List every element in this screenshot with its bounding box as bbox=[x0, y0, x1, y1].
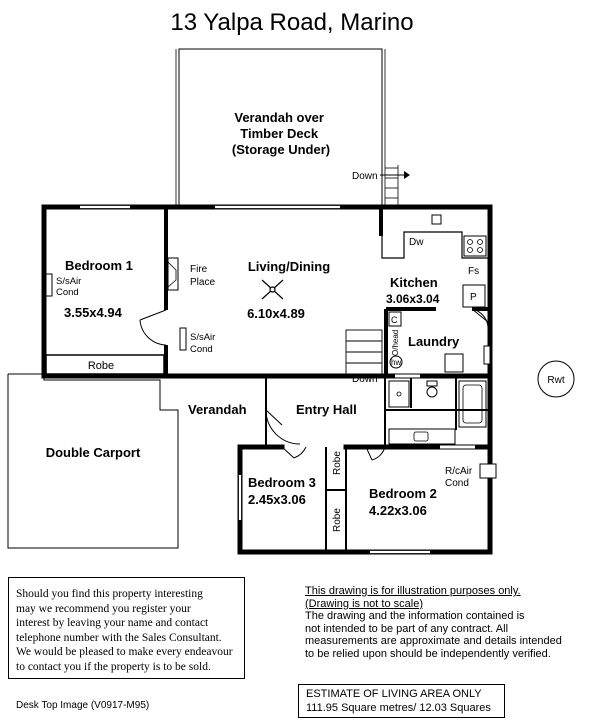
note-line: Should you find this property interesting bbox=[16, 588, 203, 600]
kitchen-name: Kitchen bbox=[390, 275, 438, 290]
carport-label: Double Carport bbox=[45, 445, 141, 460]
disclaimer-line: The drawing and the information contained is bbox=[305, 610, 525, 623]
bedroom1-name: Bedroom 1 bbox=[65, 258, 133, 273]
pantry-label: P bbox=[470, 292, 477, 303]
cupboard-c-label: C bbox=[391, 315, 398, 325]
fireplace-label: Fire Place bbox=[190, 264, 216, 288]
disclaimer-line: measurements are approximate and details intended bbox=[305, 635, 562, 648]
disclaimer-line: This drawing is for illustration purposes only. bbox=[305, 585, 521, 597]
dw-label: Dw bbox=[409, 237, 424, 248]
kitchen-size: 3.06x3.04 bbox=[386, 292, 440, 306]
bedroom2-size: 4.22x3.06 bbox=[369, 503, 427, 518]
note-line: may we recommend you register your bbox=[16, 602, 191, 615]
down-label-entry: Down bbox=[352, 374, 378, 385]
disclaimer-line: not intended to be part of any contract. All bbox=[305, 622, 509, 635]
entry-hall-label: Entry Hall bbox=[296, 402, 357, 417]
sair-living-label: S/sAir Cond bbox=[190, 332, 216, 355]
disclaimer-line: to be relied upon should be independently verified. bbox=[305, 647, 551, 660]
disclaimer bbox=[305, 585, 562, 661]
carport-outline bbox=[8, 374, 178, 548]
sair-bedroom1-label: S/sAir Cond bbox=[56, 276, 82, 298]
fs-label: Fs bbox=[468, 266, 480, 277]
rcair-label: R/cAir Cond bbox=[445, 466, 473, 489]
bedroom1-size: 3.55x4.94 bbox=[64, 305, 122, 320]
laundry-name: Laundry bbox=[408, 334, 460, 349]
estimate-box bbox=[298, 684, 505, 718]
estimate-value: 111.95 Square metres/ 12.03 Squares bbox=[306, 702, 491, 714]
living-name: Living/Dining bbox=[247, 259, 331, 274]
verandah-deck-label: Verandah over Timber Deck (Storage Under) bbox=[231, 110, 331, 157]
hw-label: hw bbox=[391, 358, 402, 367]
note-line: We would be pleased to make every endeavour bbox=[16, 646, 233, 659]
down-label-deck: Down bbox=[352, 171, 378, 182]
ohead-label: O/head bbox=[391, 329, 400, 356]
robe-label-bedroom1: Robe bbox=[87, 360, 115, 372]
living-size: 6.10x4.89 bbox=[247, 306, 305, 321]
estimate-title: ESTIMATE OF LIVING AREA ONLY bbox=[306, 688, 482, 700]
robe-label-b3a: Robe bbox=[332, 451, 343, 475]
robe-label-b3b: Robe bbox=[332, 508, 343, 532]
note-line: to contact you if the property is to be sold. bbox=[16, 660, 211, 673]
ceiling-fan-icon bbox=[262, 280, 283, 299]
bedroom3-name: Bedroom 3 bbox=[248, 475, 316, 490]
interest-note-box bbox=[8, 577, 245, 679]
note-line: telephone number with the Sales Consultant. bbox=[16, 631, 222, 644]
verandah-label: Verandah bbox=[188, 402, 247, 417]
bedroom3-size: 2.45x3.06 bbox=[248, 492, 306, 507]
plan-title: 13 Yalpa Road, Marino bbox=[170, 9, 414, 36]
bedroom2-name: Bedroom 2 bbox=[369, 486, 437, 501]
note-line: interest by leaving your name and contact bbox=[16, 617, 209, 630]
disclaimer-line: (Drawing is not to scale) bbox=[305, 597, 423, 610]
footer-code: Desk Top Image (V0917-M95) bbox=[16, 700, 150, 711]
rwt-label: Rwt bbox=[547, 375, 565, 386]
